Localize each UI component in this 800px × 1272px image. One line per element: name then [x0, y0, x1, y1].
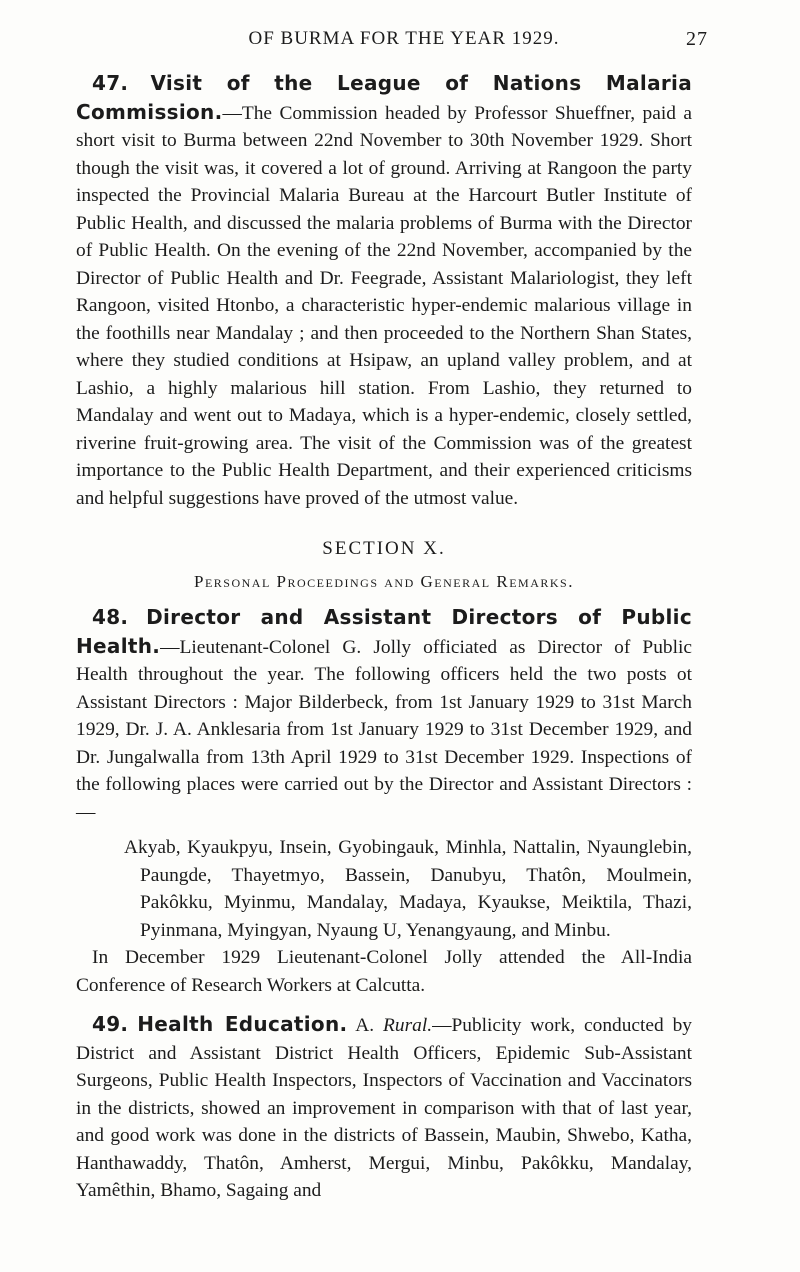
paragraph-47-number: 47.: [92, 71, 129, 95]
paragraph-49-text: —Publicity work, conducted by District and Assistant District Health Officers, Epidemic Sub-Assistant Surgeons, Public Health Inspectors, Inspectors of Vaccination and Vaccinators in the districts, showed an improvement in comparison with that of last year, and good work was done in the districts of Bassein, Maubin, Shwebo, Katha, Hanthawaddy, Thatôn, Amherst, Mergui, Minbu, Pakôkku, Mandalay, Yamêthin, Bhamo, Sagaing and: [76, 1015, 693, 1201]
paragraph-47-text: —The Commission headed by Professor Shueffner, paid a short visit to Burma between 22nd November to 30th November 1929. Short though the visit was, it covered a lot of ground. Arriving at Rangoon the party inspected the Provincial Malaria Bureau at the Harcourt Butler Institute of Public Health, and discussed the malaria problems of Burma with the Director of Public Health. On the evening of the 22nd November, accompanied by the Director of Public Health and Dr. Feegrade, Assistant Malariologist, they left Rangoon, visited Htonbo, a characteristic hyper-endemic malarious village in the foothills near Mandalay ; and then proceeded to the Northern Shan States, where they studied conditions at Hsipaw, an upland valley problem, and at Lashio, a highly malarious hill station. From Lashio, they returned to Mandalay and went out to Madaya, which is a hyper-endemic, closely settled, riverine fruit-growing area. The visit of the Commission was of the greatest importance to the Public Health Department, and their experienced criticisms and helpful suggestions have proved of the utmost value.: [76, 102, 692, 509]
paragraph-48-text: —Lieutenant-Colonel G. Jolly officiated as Director of Public Health throughout the year. The following officers held the two posts ot Assistant Directors : Major Bilderbeck, from 1st January 1929 to 31st March 1929, Dr. J. A. Anklesaria from 1st January 1929 to 31st December 1929, and Dr. Jungalwalla from 13th April 1929 to 31st December 1929. Inspections of the following places were carried out by the Director and Assistant Directors :—: [76, 636, 692, 823]
paragraph-49: [76, 1011, 692, 1205]
page-header: [76, 28, 708, 58]
paragraph-47: [76, 70, 692, 512]
paragraph-48: [76, 604, 692, 826]
paragraph-48-heading: Director and Assistant Directors of Public Health.: [76, 605, 692, 658]
page-number: 27: [686, 28, 708, 50]
paragraph-49-subheading-letter: A.: [355, 1015, 375, 1036]
paragraph-48-number: 48.: [92, 605, 129, 629]
paragraph-47-heading: Visit of the League of Nations Malaria Commission.: [76, 71, 692, 124]
paragraph-49-number: 49.: [92, 1012, 129, 1036]
section-subtitle: Personal Proceedings and General Remarks.: [194, 572, 574, 591]
paragraph-49-heading: Health Education.: [137, 1012, 348, 1036]
paragraph-48-note: In December 1929 Lieutenant-Colonel Jolly attended the All-India Conference of Research Workers at Calcutta.: [76, 947, 692, 996]
section-title: SECTION X.: [322, 538, 446, 559]
paragraph-49-subheading: Rural.: [383, 1015, 433, 1036]
inspected-places-list: Akyab, Kyaukpyu, Insein, Gyobingauk, Minhla, Nattalin, Nyaunglebin, Paungde, Thayetmyo, Bassein, Danubyu, Thatôn, Moulmein, Pakôkku, Myinmu, Mandalay, Madaya, Kyaukse, Meiktila, Thazi, Pyinmana, Myingyan, Nyaung U, Yenangyaung, and Minbu.: [124, 837, 692, 941]
running-title: OF BURMA FOR THE YEAR 1929.: [248, 28, 560, 49]
